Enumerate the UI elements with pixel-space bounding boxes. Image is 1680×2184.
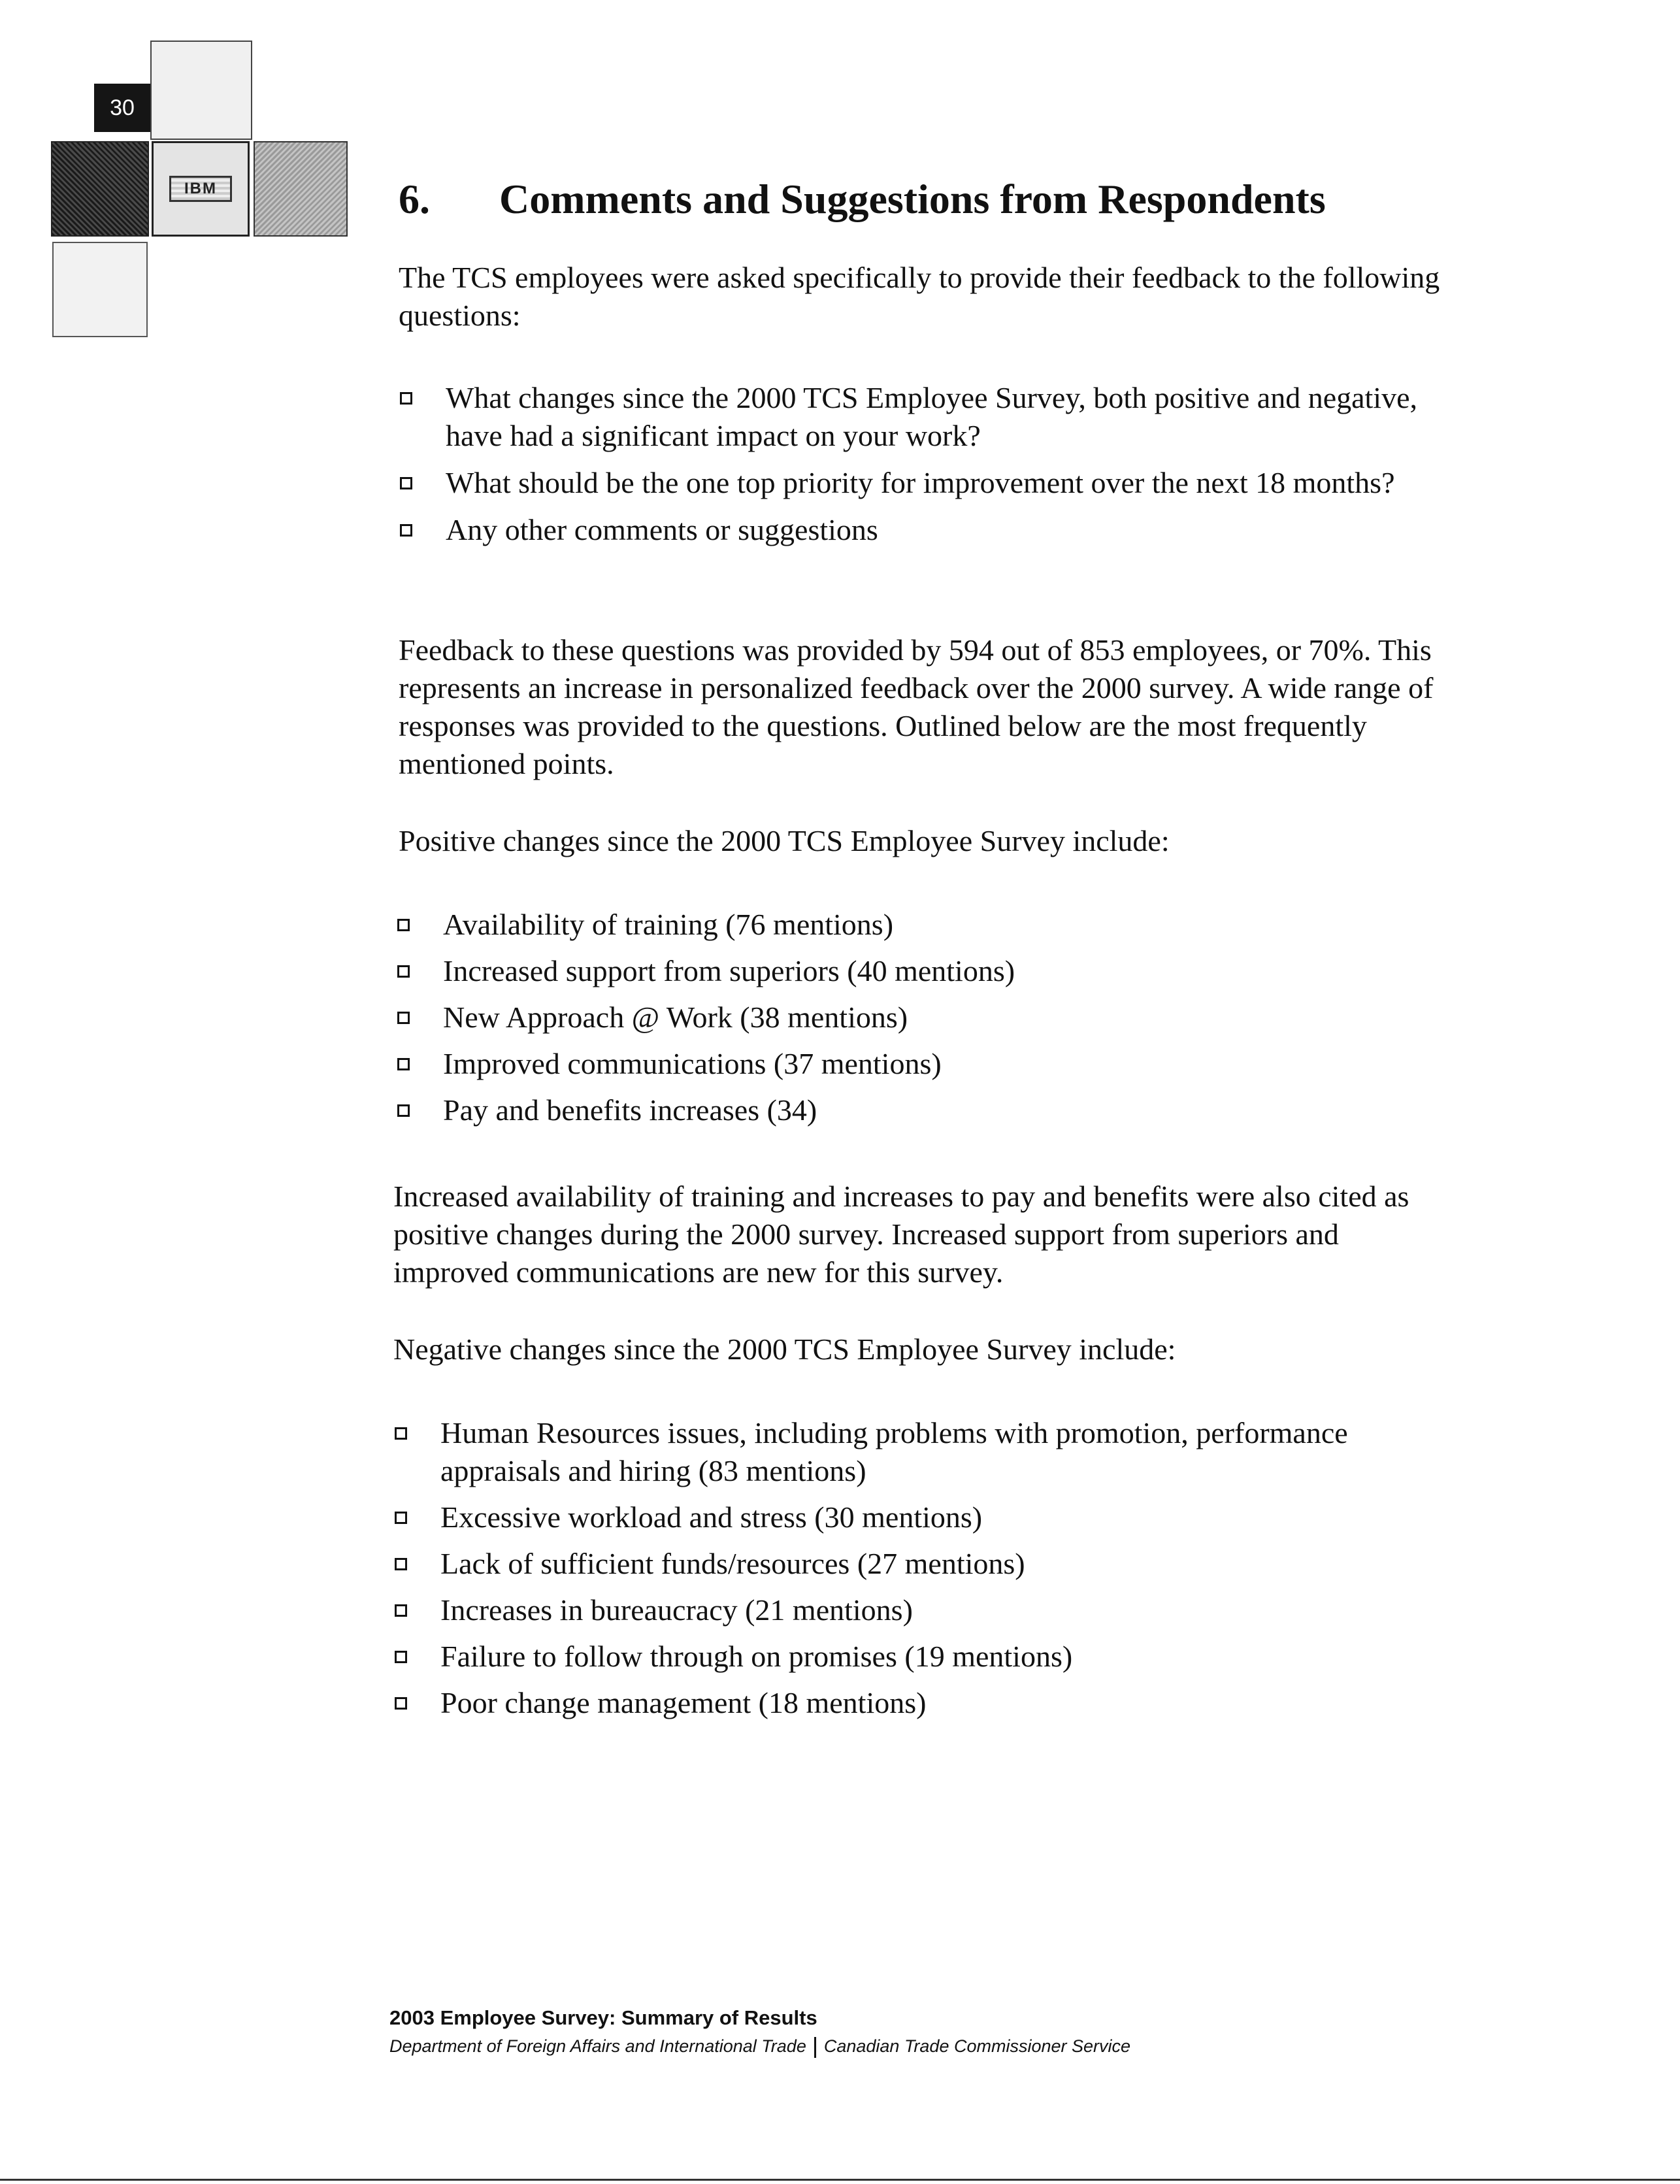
list-item: Lack of sufficient funds/resources (27 mentions)	[393, 1545, 1439, 1583]
section-number: 6.	[399, 176, 430, 222]
decorative-square-top	[150, 41, 252, 140]
intro-paragraph: The TCS employees were asked specifically to provide their feedback to the following questions:	[399, 261, 1440, 332]
decorative-square-right	[254, 141, 348, 237]
page-number: 30	[94, 84, 150, 132]
list-item: What should be the one top priority for improvement over the next 18 months?	[399, 464, 1444, 502]
bullet-square-icon	[397, 1058, 410, 1070]
bullet-square-icon	[400, 524, 412, 537]
bullet-square-icon	[397, 1012, 410, 1024]
footer-title: 2003 Employee Survey: Summary of Results	[389, 2006, 817, 2029]
list-item: Availability of training (76 mentions)	[396, 906, 1441, 944]
bullet-square-icon	[400, 392, 412, 405]
negative-changes-list	[393, 1414, 1439, 1722]
ibm-logo: IBM	[169, 176, 232, 202]
section-heading	[399, 175, 1326, 223]
page-footer	[389, 2006, 1130, 2058]
list-item: Pay and benefits increases (34)	[396, 1091, 1441, 1129]
decorative-square-dark	[51, 141, 149, 237]
positive-changes-list	[396, 906, 1441, 1129]
footer-department: Department of Foreign Affairs and International Trade	[389, 2036, 806, 2056]
list-item: Any other comments or suggestions	[399, 511, 1444, 549]
decorative-square-bottom	[52, 242, 148, 337]
bullet-square-icon	[395, 1427, 407, 1440]
positive-intro: Positive changes since the 2000 TCS Employee Survey include:	[399, 824, 1170, 857]
negative-intro: Negative changes since the 2000 TCS Employee Survey include:	[393, 1332, 1176, 1366]
section-title: Comments and Suggestions from Respondents	[499, 176, 1326, 222]
positive-note-paragraph: Increased availability of training and increases to pay and benefits were also cited as positive changes during the 2000 survey. Increased support from superiors and improved communications are new for this survey.	[393, 1180, 1409, 1289]
list-item: Excessive workload and stress (30 mentions)	[393, 1498, 1439, 1536]
bullet-square-icon	[395, 1651, 407, 1663]
bottom-rule	[0, 2179, 1680, 2181]
bullet-square-icon	[395, 1558, 407, 1570]
list-item: Poor change management (18 mentions)	[393, 1684, 1439, 1722]
bullet-square-icon	[397, 1104, 410, 1117]
footer-subtitle	[389, 2036, 1130, 2058]
list-item: Improved communications (37 mentions)	[396, 1045, 1441, 1083]
list-item: Increased support from superiors (40 mentions)	[396, 952, 1441, 990]
bullet-square-icon	[395, 1604, 407, 1617]
bullet-square-icon	[400, 477, 412, 489]
bullet-square-icon	[397, 965, 410, 978]
list-item: What changes since the 2000 TCS Employee Survey, both positive and negative, have had a significant impact on your work?	[399, 379, 1444, 455]
questions-list	[399, 379, 1444, 549]
list-item: Failure to follow through on promises (19 mentions)	[393, 1638, 1439, 1676]
bullet-square-icon	[395, 1512, 407, 1524]
decorative-square-logo	[152, 141, 250, 237]
list-item: Human Resources issues, including problems with promotion, performance appraisals and hiring (83 mentions)	[393, 1414, 1439, 1490]
footer-separator	[814, 2037, 816, 2058]
bullet-square-icon	[395, 1697, 407, 1710]
footer-service: Canadian Trade Commissioner Service	[823, 2036, 1131, 2056]
list-item: New Approach @ Work (38 mentions)	[396, 999, 1441, 1036]
list-item: Increases in bureaucracy (21 mentions)	[393, 1591, 1439, 1629]
bullet-square-icon	[397, 919, 410, 931]
feedback-paragraph: Feedback to these questions was provided by 594 out of 853 employees, or 70%. This represents an increase in personalized feedback over the 2000 survey. A wide range of responses was provided to the questions. Outlined below are the most frequently mentioned points.	[399, 633, 1434, 780]
